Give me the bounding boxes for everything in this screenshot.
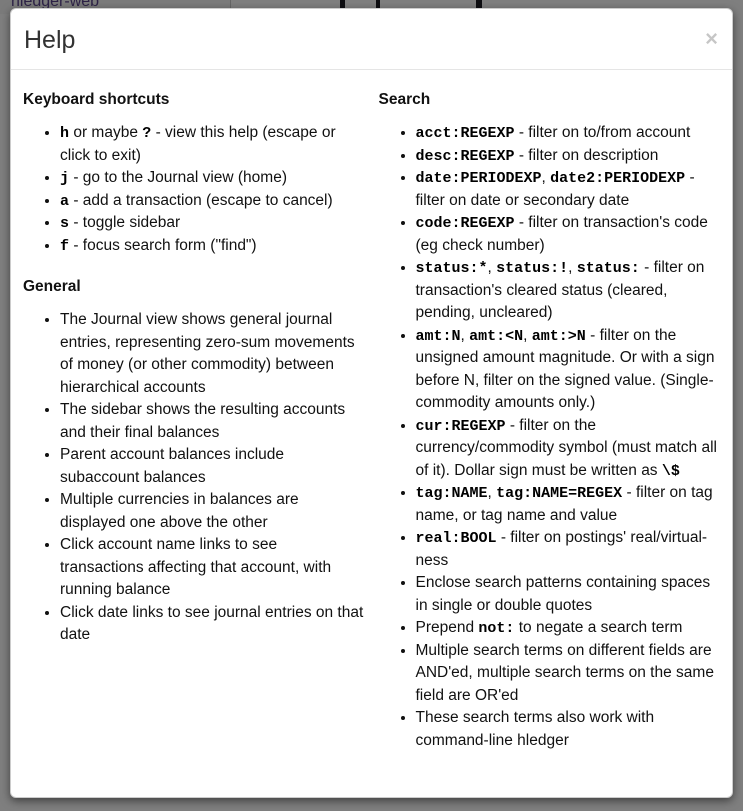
code-span: ? — [142, 125, 152, 142]
list-item: • acct:REGEXP - filter on to/from account — [416, 122, 721, 145]
code-span: status:! — [496, 260, 569, 277]
code-span: desc:REGEXP — [415, 147, 515, 165]
left-column — [23, 84, 365, 658]
help-modal — [10, 8, 733, 798]
section-heading-general: General — [23, 278, 81, 295]
code-span: h — [60, 125, 70, 142]
list-item: • Click account name links to see transactions affecting that account, with running balance — [60, 534, 365, 602]
general-list — [23, 309, 365, 647]
code-span: f — [60, 237, 70, 255]
list-item: • f - focus search form ("find") — [60, 235, 365, 258]
code-span: status:* — [415, 260, 488, 277]
list-item: • date:PERIODEXP, date2:PERIODEXP - filter on date or secondary date — [416, 167, 721, 212]
section-heading-keyboard-shortcuts: Keyboard shortcuts — [23, 91, 170, 108]
list-item: • Parent account balances include subaccount balances — [60, 444, 365, 489]
code-span: a — [60, 192, 70, 210]
code-span: tag:NAME — [415, 485, 488, 502]
list-item: • s - toggle sidebar — [60, 212, 365, 235]
list-item: • Enclose search patterns containing spaces in single or double quotes — [416, 572, 721, 617]
code-span: date:PERIODEXP — [415, 170, 542, 187]
modal-title: Help — [24, 26, 76, 54]
code-span: cur:REGEXP — [415, 417, 506, 435]
code-span: date2:PERIODEXP — [550, 170, 686, 187]
code-span: amt:N — [415, 327, 461, 345]
list-item: • real:BOOL - filter on postings' real/virtual-ness — [416, 527, 721, 572]
list-item: • These search terms also work with command-line hledger — [416, 707, 721, 752]
list-item: • tag:NAME, tag:NAME=REGEX - filter on tag name, or tag name and value — [416, 482, 721, 527]
close-icon[interactable]: × — [705, 26, 718, 51]
code-span: not: — [478, 620, 515, 637]
list-item: • code:REGEXP - filter on transaction's code (eg check number) — [416, 212, 721, 257]
list-item: • Multiple currencies in balances are displayed one above the other — [60, 489, 365, 534]
code-span: acct:REGEXP — [415, 125, 515, 142]
keyboard-shortcuts-list — [23, 122, 365, 257]
list-item: • The Journal view shows general journal entries, representing zero-sum movements of money (or other commodity) between hierarchical accounts — [60, 309, 365, 399]
code-span: \$ — [661, 462, 680, 480]
code-span: code:REGEXP — [415, 215, 515, 232]
code-span: tag:NAME=REGEX — [496, 485, 623, 502]
code-span: status: — [576, 260, 640, 277]
code-span: s — [60, 215, 70, 232]
code-span: j — [60, 170, 70, 187]
list-item: • Click date links to see journal entries on that date — [60, 602, 365, 647]
list-item: • j - go to the Journal view (home) — [60, 167, 365, 190]
code-span: real:BOOL — [415, 530, 497, 547]
list-item: • h or maybe ? - view this help (escape or click to exit) — [60, 122, 365, 167]
code-span: amt:>N — [531, 327, 586, 345]
list-item: • a - add a transaction (escape to cancel) — [60, 190, 365, 213]
modal-header — [11, 9, 732, 70]
search-list — [379, 122, 721, 752]
list-item: • desc:REGEXP - filter on description — [416, 145, 721, 168]
list-item: • status:*, status:!, status: - filter on transaction's cleared status (cleared, pending, uncleared) — [416, 257, 721, 325]
right-column — [365, 84, 721, 763]
list-item: • amt:N, amt:<N, amt:>N - filter on the unsigned amount magnitude. Or with a sign before N, filter on the signed value. (Single-commodity amounts only.) — [416, 325, 721, 415]
modal-body — [11, 70, 732, 763]
list-item: • Multiple search terms on different fields are AND'ed, multiple search terms on the same field are OR'ed — [416, 640, 721, 708]
list-item: • The sidebar shows the resulting accounts and their final balances — [60, 399, 365, 444]
code-span: amt:<N — [469, 327, 524, 345]
list-item: • cur:REGEXP - filter on the currency/commodity symbol (must match all of it). Dollar sign must be written as \$ — [416, 415, 721, 483]
list-item: • Prepend not: to negate a search term — [416, 617, 721, 640]
section-heading-search: Search — [378, 91, 431, 108]
